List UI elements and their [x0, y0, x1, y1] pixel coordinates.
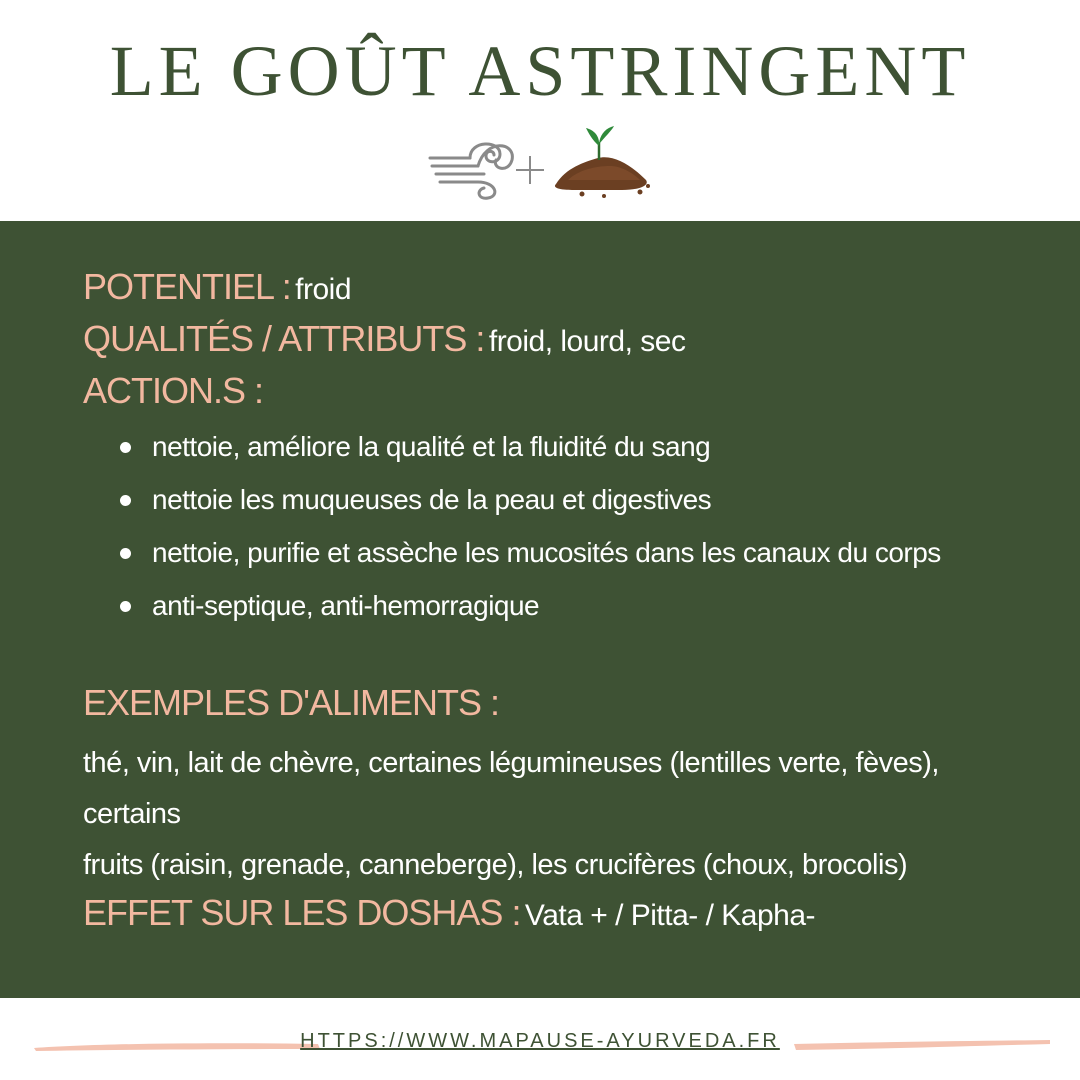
doshas-label: EFFET SUR LES DOSHAS : [83, 892, 521, 933]
list-item: anti-septique, anti-hemorragique [118, 584, 941, 637]
footer-url-text[interactable]: HTTPS://WWW.MAPAUSE-AYURVEDA.FR [300, 1030, 780, 1052]
doshas-value: Vata + / Pitta- / Kapha- [524, 899, 816, 932]
exemples-text [83, 738, 1043, 891]
qualites-value: froid, lourd, sec [488, 325, 686, 358]
qualites-label: QUALITÉS / ATTRIBUTS : [83, 318, 485, 359]
exemples-line [83, 682, 499, 724]
decorative-stroke-right [792, 1036, 1054, 1054]
exemples-label: EXEMPLES D'ALIMENTS : [83, 682, 499, 723]
list-item: nettoie, purifie et assèche les mucosités dans les canaux du corps [118, 531, 941, 584]
wind-icon [430, 144, 512, 198]
actions-list [118, 425, 941, 637]
qualites-line [83, 318, 685, 360]
potentiel-line [83, 266, 351, 308]
potentiel-value: froid [295, 273, 352, 306]
page-title: LE GOÛT ASTRINGENT [109, 31, 971, 111]
plus-icon [516, 156, 544, 184]
exemples-line-1: thé, vin, lait de chèvre, certaines légumineuses (lentilles verte, fèves), certains [83, 747, 939, 830]
exemples-line-2: fruits (raisin, grenade, canneberge), les crucifères (choux, brocolis) [83, 849, 908, 881]
actions-label: ACTION.S : [83, 370, 264, 411]
list-item: nettoie les muqueuses de la peau et digestives [118, 478, 941, 531]
soil-sprout-icon [555, 126, 650, 198]
doshas-line [83, 892, 815, 934]
potentiel-label: POTENTIEL : [83, 266, 291, 307]
actions-line [83, 370, 263, 412]
list-item: nettoie, améliore la qualité et la fluidité du sang [118, 425, 941, 478]
elements-icons [0, 118, 1080, 208]
